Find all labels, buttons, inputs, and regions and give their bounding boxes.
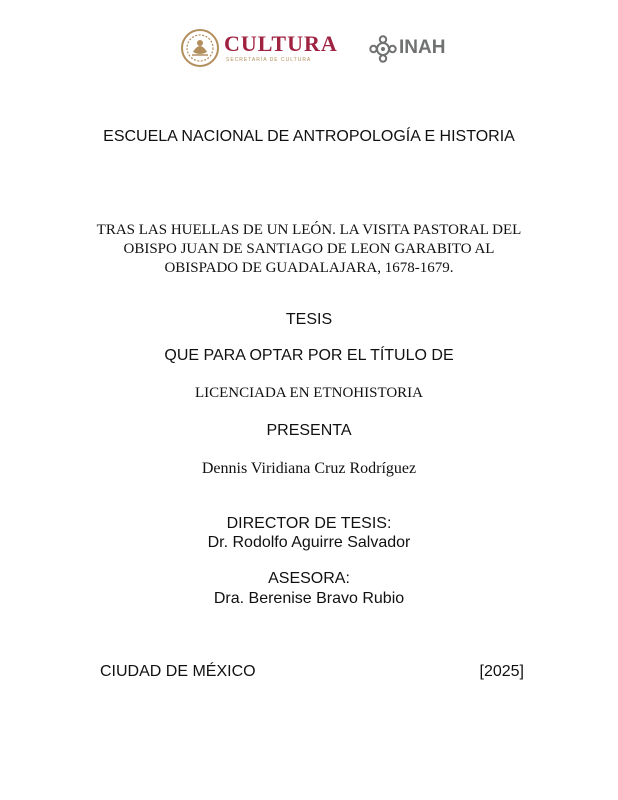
degree-name: LICENCIADA EN ETNOHISTORIA	[194, 385, 424, 401]
director-name: Dr. Rodolfo Aguirre Salvador	[207, 534, 411, 551]
cultura-logo-subtext: SECRETARÍA DE CULTURA	[226, 57, 312, 63]
tesis-label: TESIS	[285, 311, 333, 328]
thesis-title-line: OBISPO JUAN DE SANTIAGO DE LEON GARABITO AL	[123, 241, 495, 257]
cultura-logo	[180, 28, 345, 70]
cultura-logo-text: CULTURA	[224, 31, 338, 56]
inah-glyph-icon	[369, 35, 397, 63]
thesis-title	[0, 221, 618, 278]
thesis-title-line: TRAS LAS HUELLAS DE UN LEÓN. LA VISITA PASTORAL DEL	[96, 222, 522, 238]
inah-logo	[369, 35, 459, 63]
director-label: DIRECTOR DE TESIS:	[226, 515, 392, 532]
school-name: ESCUELA NACIONAL DE ANTROPOLOGÍA E HISTORIA	[103, 128, 515, 145]
inah-logo-text: INAH	[399, 37, 446, 58]
presenta-label: PRESENTA	[266, 422, 352, 439]
advisor-label: ASESORA:	[268, 570, 350, 587]
thesis-title-line: OBISPADO DE GUADALAJARA, 1678-1679.	[164, 260, 454, 276]
year: [2025]	[479, 663, 524, 680]
advisor-name: Dra. Berenise Bravo Rubio	[213, 590, 405, 607]
city: CIUDAD DE MÉXICO	[100, 663, 256, 680]
author-name: Dennis Viridiana Cruz Rodríguez	[201, 460, 417, 477]
degree-intro: QUE PARA OPTAR POR EL TÍTULO DE	[164, 347, 454, 364]
mexico-seal-icon	[180, 28, 220, 68]
